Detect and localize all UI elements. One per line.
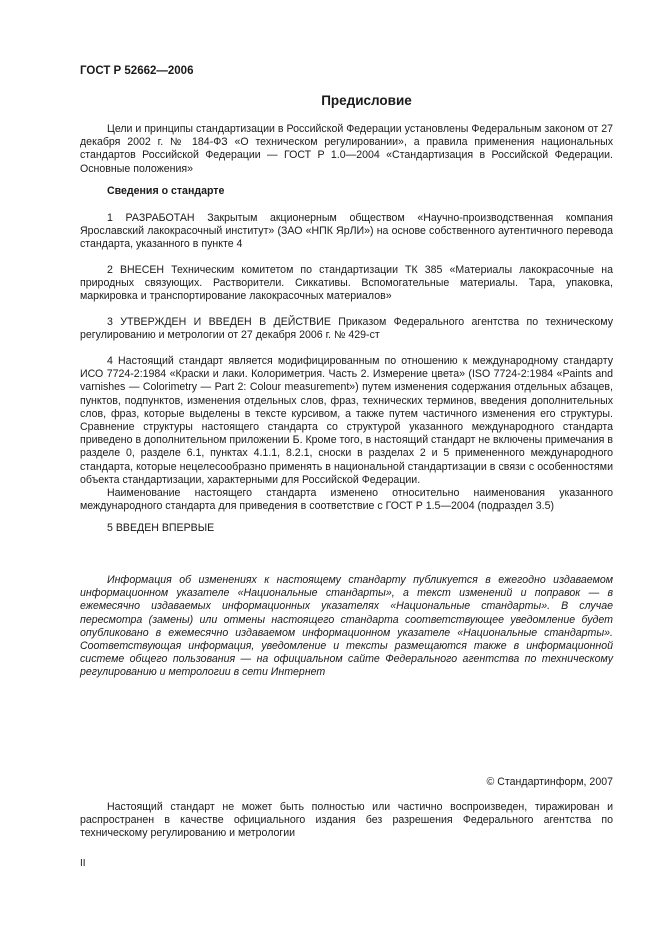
notice-paragraph: Информация об изменениях к настоящему стандарту публикуется в ежегодно издаваемом информационном указателе «Национальные стандарты», а текст изменений и поправок — в ежемесячно издаваемых информационных указателях «Национальные стандарты». В случае пересмотра (замены) или отмены настоящего стандарта соответствующее уведомление будет опубликовано в ежемесячно издаваемом информационном указателе «Национальные стандарты». Соответствующая информация, уведомление и тексты размещаются также в информационной системе общего пользования — на официальном сайте Федерального агентства по техническому регулированию и метрологии в сети Интернет — [80, 574, 613, 679]
copyright-line: © Стандартинформ, 2007 — [486, 776, 613, 788]
intro-block — [80, 123, 613, 176]
item-1: 1 РАЗРАБОТАН Закрытым акционерным обществом «Научно-производственная компания Ярославский лакокрасочный институт» (ЗАО «НПК ЯрЛИ») на основе собственного аутентичного перевода стандарта, указанного в пункте 4 — [80, 212, 613, 251]
section-subheading: Сведения о стандарте — [107, 185, 225, 197]
notice-block — [80, 574, 613, 680]
item-5: 5 ВВЕДЕН ВПЕРВЫЕ — [107, 522, 215, 534]
item-2: 2 ВНЕСЕН Техническим комитетом по стандартизации ТК 385 «Материалы лакокрасочные на природных связующих. Растворители. Сиккативы. Вспомогательные материалы. Тара, упаковка, маркировка и транспортирование лакокрасочных материалов» — [80, 264, 613, 303]
intro-paragraph: Цели и принципы стандартизации в Российской Федерации установлены Федеральным законом от 27 декабря 2002 г. № 184-ФЗ «О техническом регулировании», а правила применения национальных стандартов Российской Федерации — ГОСТ Р 1.0—2004 «Стандартизация в Российской Федерации. Основные положения» — [80, 123, 613, 175]
legal-paragraph: Настоящий стандарт не может быть полностью или частично воспроизведен, тиражирован и распространен в качестве официального издания без разрешения Федерального агентства по техническому регулированию и метрологии — [80, 801, 613, 840]
page-title: Предисловие — [321, 93, 412, 108]
item-4: 4 Настоящий стандарт является модифицированным по отношению к международному стандарту ИСО 7724-2:1984 «Краски и лаки. Колориметрия. Часть 2. Измерение цвета» (ISO 7724-2:1984 «Paints and varnishes — Colorimetry — Part 2: Colour measurement») путем изменения содержания отдельных абзацев, пунктов, подпунктов, изменения отдельных слов, фраз, технических терминов, введения дополнительных слов, фраз, которые выделены в тексте курсивом, а также путем частичного изменения его структуры. Сравнение структуры настоящего стандарта со структурой указанного международного стандарта приведено в дополнительном приложении Б. Кроме того, в настоящий стандарт не включены примечания в разделе 0, разделе 6.1, пунктах 4.1.1, 8.2.1, сноски в разделах 2 и 5 примененного международного стандарта, которые нецелесообразно применять в национальной стандартизации в связи с особенностями объекта стандартизации, характерными для Российской Федерации. — [80, 355, 613, 486]
document-code: ГОСТ Р 52662—2006 — [80, 65, 194, 77]
item-3-block — [80, 316, 613, 342]
item-4-naming-paragraph: Наименование настоящего стандарта изменено относительно наименования указанного международного стандарта для приведения в соответствие с ГОСТ Р 1.5—2004 (подраздел 3.5) — [80, 487, 613, 513]
item-3: 3 УТВЕРЖДЕН И ВВЕДЕН В ДЕЙСТВИЕ Приказом Федерального агентства по техническому регулированию и метрологии от 27 декабря 2006 г. № 429-ст — [80, 316, 613, 342]
legal-block — [80, 801, 613, 841]
page-number: II — [80, 858, 86, 869]
item-2-block — [80, 264, 613, 304]
item-5-block — [80, 522, 613, 535]
item-4-block — [80, 355, 613, 513]
item-1-block — [80, 212, 613, 252]
